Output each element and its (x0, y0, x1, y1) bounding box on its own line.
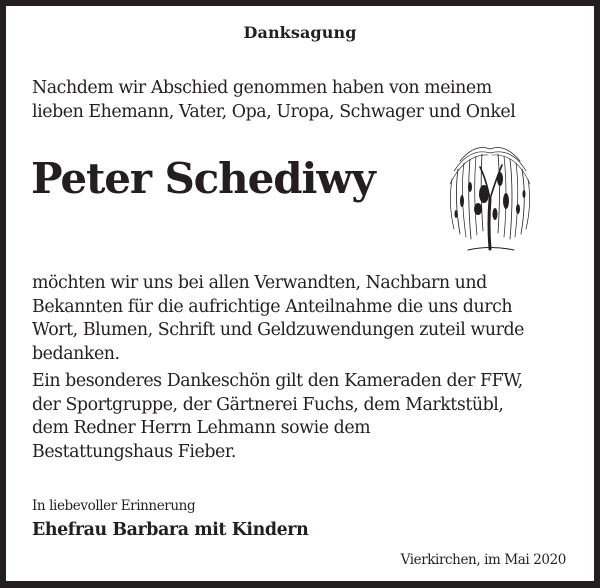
text-line: Bestattungshaus Fieber. (32, 441, 236, 462)
signed-by: Ehefrau Barbara mit Kindern (32, 520, 309, 540)
closing-line: In liebevoller Erinnerung (32, 498, 196, 514)
place-date: Vierkirchen, im Mai 2020 (400, 552, 566, 568)
notice-heading: Danksagung (243, 23, 357, 42)
thanks-text (32, 272, 524, 464)
obituary-notice (6, 6, 594, 581)
intro-line: lieben Ehemann, Vater, Opa, Uropa, Schwager und Onkel (32, 102, 516, 122)
deceased-name: Peter Schediwy (31, 154, 375, 203)
text-line: dem Redner Herrn Lehmann sowie dem (32, 418, 371, 438)
text-line: Wort, Blumen, Schrift und Geldzuwendungen zuteil wurde (32, 320, 524, 340)
text-line: der Sportgruppe, der Gärtnerei Fuchs, dem Marktstübl, (32, 394, 504, 415)
text-line: möchten wir uns bei allen Verwandten, Nachbarn und (32, 273, 487, 293)
text-line: Ein besonderes Dankeschön gilt den Kameraden der FFW, (32, 371, 523, 391)
text-line: bedanken. (32, 343, 120, 364)
intro-text (32, 76, 515, 124)
thanks-paragraph-1 (32, 272, 524, 366)
intro-line: Nachdem wir Abschied genommen haben von meinem (32, 78, 492, 98)
weeping-willow-tree-icon (440, 139, 540, 257)
text-line: Bekannten für die aufrichtige Anteilnahme die uns durch (32, 296, 513, 317)
thanks-paragraph-2 (32, 370, 524, 464)
